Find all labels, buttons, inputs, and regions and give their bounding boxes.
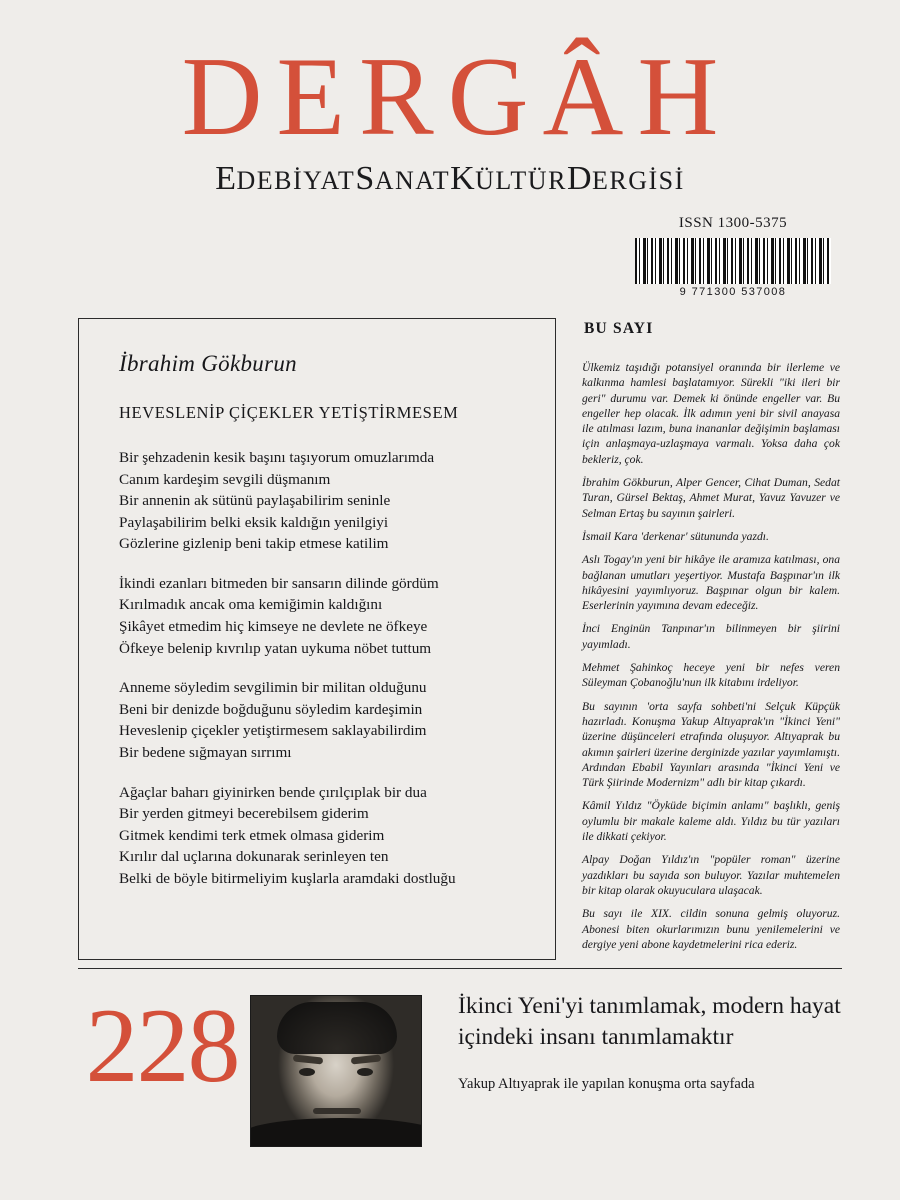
poem-line: Şikâyet etmedim hiç kimseye ne devlete ne öfkeye <box>119 618 428 636</box>
issue-blurb: İsmail Kara 'derkenar' sütununda yazdı. <box>582 529 769 543</box>
poem-stanza <box>119 782 525 890</box>
issue-blurb: Mehmet Şahinkoç heceye yeni bir nefes veren Süleyman Çobanoğlu'nun ilk kitabını irdeliyor. <box>582 661 840 690</box>
poem-panel <box>78 318 556 960</box>
issue-blurb: İbrahim Gökburun, Alper Gencer, Cihat Duman, Sedat Turan, Gürsel Bektaş, Ahmet Murat, Yavuz Yavuzer ve Selman Ertaş bu sayının şairleri. <box>582 476 840 520</box>
poem-line: Gözlerine gizlenip beni takip etmese katilim <box>119 535 389 553</box>
section-heading-bu-sayi: BU SAYI <box>584 320 654 337</box>
issue-blurb: Aslı Togay'ın yeni bir hikâye ile aramıza katılması, ona bağlanan umutları yeşertiyor. Mustafa Başpınar'ın ilk hikâyesini yayımlıyoruz. Başpınar olgun bir kalem. Eserlerinin yayımına devam edeceğiz. <box>582 553 840 613</box>
poem-line: Gitmek kendimi terk etmek olmasa giderim <box>119 826 385 844</box>
poem-body <box>109 447 525 889</box>
poem-stanza <box>119 677 525 763</box>
poem-line: Beni bir denizde boğduğunu söyledim kardeşimin <box>119 700 423 718</box>
poem-line: Bir yerden gitmeyi becerebilsem giderim <box>119 805 369 823</box>
portrait-eye-right <box>357 1068 373 1076</box>
issue-blurb-list <box>582 360 840 952</box>
issue-blurb: Ülkemiz taşıdığı potansiyel oranında bir ilerleme ve kalkınma hamlesi başlatamıyor. Sürekli "iki ileri bir geri" durumu var. Demek ki önünde engeller var. Bu engeller hep olacak. İlk adımın yeni bir sivil anayasa ile atılması lazım, buna inananlar değişimin başlaması için anlaşmaya-uzlaşmaya varmalı. Yoksa daha çok bekleriz, çok. <box>582 361 840 466</box>
cover-content <box>78 318 842 960</box>
issue-blurb: Kâmil Yıldız "Öyküde biçimin anlamı" başlıklı, geniş oylumlu bir makale kaleme aldı. Yıldız bu tür yazıları ile dikkati çekiyor. <box>582 799 840 844</box>
issue-blurb: Alpay Doğan Yıldız'ın "popüler roman" üzerine yazdıkları bu sayıda son buluyor. Yazılar muhtemelen bir kitap olarak okuyuculara ulaşacak. <box>582 853 840 897</box>
magazine-subtitle <box>0 160 900 198</box>
poem-line: İkindi ezanları bitmeden bir sansarın dilinde gördüm <box>119 574 439 592</box>
subtitle-part: ERGİSİ <box>592 166 685 196</box>
poem-line: Bir annenin ak sütünü paylaşabilirim seninle <box>119 492 391 510</box>
horizontal-divider <box>78 968 842 969</box>
subtitle-part: E <box>215 160 237 198</box>
subtitle-part: ANAT <box>374 166 451 196</box>
portrait-eye-left <box>299 1068 315 1076</box>
poem-line: Belki de böyle bitirmeliyim kuşlarla aramdaki dostluğu <box>119 869 456 887</box>
poet-name: İbrahim Gökburun <box>119 351 297 376</box>
portrait-brow-left <box>293 1054 324 1064</box>
bottom-banner <box>78 985 868 1147</box>
magazine-logo: DERGÂH <box>181 35 733 159</box>
subtitle-part: DEBİYAT <box>236 166 356 196</box>
issue-blurb: Bu sayının 'orta sayfa sohbeti'ni Selçuk Küpçük hazırladı. Konuşma Yakup Altıyaprak'ın "İkinci Yeni" üzerine düşünceleri etrafında oluşuyor. Altıyaprak bu akımın şairleri üzerine derginizde yazılar yayımlamıştı. Ardından Ebabil Yayınları arasında "İkinci Yeni ve Türk Şiirinde Modernizm" adlı bir kitap çıkardı. <box>582 699 840 790</box>
poem-line: Kırılmadık ancak oma kemiğimin kaldığını <box>119 596 383 614</box>
portrait-brow-right <box>351 1054 382 1064</box>
issn-text: ISSN 1300-5375 <box>678 215 788 231</box>
poem-line: Öfkeye belenip kıvrılıp yatan uykuma nöbet tuttum <box>119 639 432 657</box>
subtitle-part: D <box>566 160 592 198</box>
issue-blurb: İnci Enginün Tanpınar'ın bilinmeyen bir şiirini yayımladı. <box>582 622 840 651</box>
author-portrait <box>250 995 422 1147</box>
masthead <box>0 0 900 198</box>
issue-number: 228 <box>85 987 239 1104</box>
poem-stanza <box>119 447 525 555</box>
subtitle-part: S <box>355 160 375 198</box>
poem-line: Anneme söyledim sevgilimin bir militan olduğunu <box>119 679 427 697</box>
portrait-mouth <box>313 1108 361 1114</box>
poem-line: Ağaçlar baharı giyinirken bende çırılçıplak bir dua <box>119 783 427 801</box>
barcode-icon <box>635 238 831 284</box>
poem-line: Heveslenip çiçekler yetiştirmesem saklayabilirdim <box>119 722 427 740</box>
portrait-shoulder <box>250 1118 422 1147</box>
poem-line: Kırılır dal uçlarına dokunarak serinleyen ten <box>119 848 389 866</box>
poem-stanza <box>119 573 525 659</box>
feature-headline-block <box>458 985 848 1093</box>
poem-line: Canım kardeşim sevgili düşmanım <box>119 470 331 488</box>
poem-title: HEVESLENİP ÇİÇEKLER YETİŞTİRMESEM <box>119 403 459 422</box>
issue-blurb: Bu sayı ile XIX. cildin sonuna gelmiş oluyoruz. Abonesi biten okurlarımızın bunu yenilemelerini ve dergiye yeni abone kaydetmelerini rica ederiz. <box>582 907 840 951</box>
subtitle-part: K <box>450 160 476 198</box>
poem-line: Bir şehzadenin kesik başını taşıyorum omuzlarımda <box>119 449 435 466</box>
poem-line: Paylaşabilirim belki eksik kaldığın yenilgiyi <box>119 513 389 531</box>
portrait-hair <box>277 1002 397 1054</box>
issue-contents-column <box>582 318 840 960</box>
feature-headline: İkinci Yeni'yi tanımlamak, modern hayat içindeki insanı tanımlamaktır <box>458 993 841 1051</box>
subtitle-part: ÜLTÜR <box>475 166 567 196</box>
barcode-digits: 9 771300 537008 <box>679 286 787 298</box>
poem-line: Bir bedene sığmayan sırrımı <box>119 743 292 761</box>
feature-kicker: Yakup Altıyaprak ile yapılan konuşma orta sayfada <box>458 1075 755 1092</box>
issn-barcode-block <box>628 215 838 298</box>
